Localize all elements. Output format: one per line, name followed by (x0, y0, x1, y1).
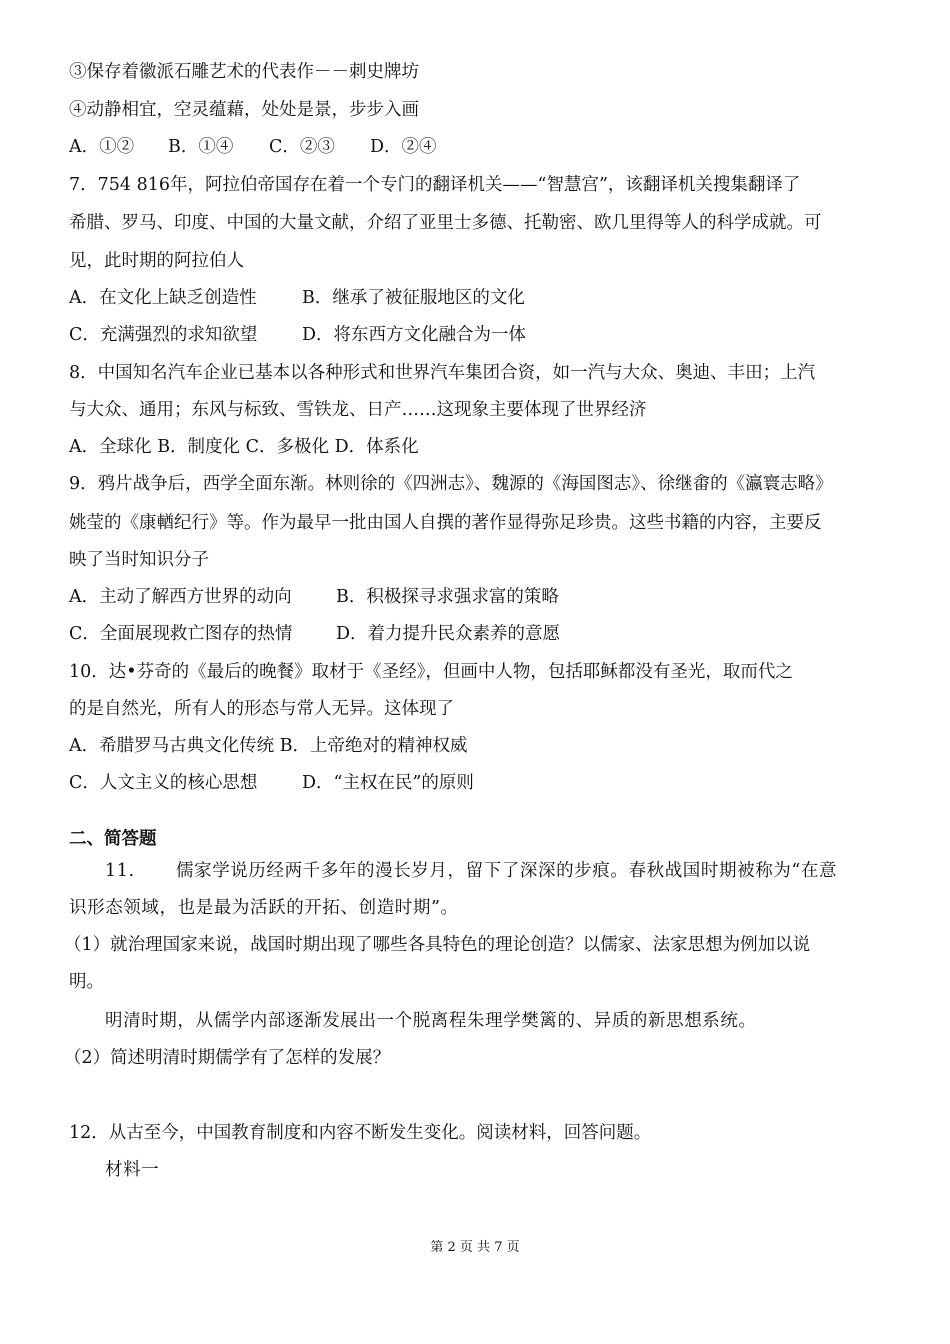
q7-option-a: A．在文化上缺乏创造性 (69, 288, 257, 308)
q6-option-d: D．②④ (370, 137, 437, 157)
q7-option-d: D．将东西方文化融合为一体 (302, 325, 527, 345)
statement-3: ③保存着徽派石雕艺术的代表作－－刺史牌坊 (69, 62, 419, 82)
page-footer: 第 2 页 共 7 页 (430, 1240, 520, 1255)
q6-option-c: C．②③ (269, 137, 335, 157)
q7-options-row-1 (69, 286, 525, 310)
q9-stem-line-3: 映了当时知识分子 (69, 550, 209, 570)
q8-stem-line-2: 与大众、通用；东风与标致、雪铁龙、日产……这现象主要体现了世界经济 (69, 400, 647, 420)
q8-stem-line-1: 8．中国知名汽车企业已基本以各种形式和世界汽车集团合资，如一汽与大众、奥迪、丰田；上汽 (69, 363, 816, 383)
q8-options: A．全球化 B．制度化 C．多极化 D．体系化 (69, 437, 419, 457)
q10-stem-line-1: 10．达•芬奇的《最后的晚餐》取材于《圣经》，但画中人物，包括耶稣都没有圣光，取而代之 (69, 662, 793, 682)
q9-option-a: A．主动了解西方世界的动向 (69, 587, 292, 607)
q11-sub2: （2）简述明清时期儒学有了怎样的发展？ (64, 1048, 391, 1068)
q9-stem-line-1: 9．鸦片战争后，西学全面东渐。林则徐的《四洲志》、魏源的《海国图志》、徐继畬的《瀛寰志略》 (69, 474, 833, 494)
q11-sub1-line-1: （1）就治理国家来说，战国时期出现了哪些各具特色的理论创造？以儒家、法家思想为例加以说 (64, 935, 811, 955)
q9-options-row-1 (69, 585, 559, 609)
q10-options-row-1: A．希腊罗马古典文化传统 B．上帝绝对的精神权威 (69, 736, 468, 756)
q6-option-a: A．①② (69, 137, 135, 157)
q11-number: 11. (105, 861, 135, 881)
q12-material-1-label: 材料一 (105, 1160, 160, 1180)
q12-stem: 12．从古至今，中国教育制度和内容不断发生变化。阅读材料，回答问题。 (69, 1123, 652, 1143)
q7-option-c: C．充满强烈的求知欲望 (69, 325, 258, 345)
q9-options-row-2 (69, 622, 560, 646)
section-heading: 二、简答题 (69, 829, 157, 849)
q9-option-c: C．全面展现救亡图存的热情 (69, 624, 293, 644)
q10-option-c: C．人文主义的核心思想 (69, 773, 258, 793)
q9-option-d: D．着力提升民众素养的意愿 (336, 624, 561, 644)
q6-options (69, 135, 437, 159)
q7-stem-line-3: 见，此时期的阿拉伯人 (69, 251, 244, 271)
statement-4: ④动静相宜，空灵蕴藉，处处是景，步步入画 (69, 100, 419, 120)
q7-stem-line-2: 希腊、罗马、印度、中国的大量文献，介绍了亚里士多德、托勒密、欧几里得等人的科学成就。可 (69, 213, 822, 233)
q7-stem-line-1: 7．754 816年，阿拉伯帝国存在着一个专门的翻译机关——“智慧宫”，该翻译机关搜集翻译了 (69, 175, 801, 195)
q11-sub1-line-2: 明。 (69, 972, 104, 992)
q6-option-b: B．①④ (168, 137, 234, 157)
q11-material-2: 明清时期，从儒学内部逐渐发展出一个脱离程朱理学樊篱的、异质的新思想系统。 (105, 1011, 757, 1031)
q10-stem-line-2: 的是自然光，所有人的形态与常人无异。这体现了 (69, 699, 454, 719)
q7-options-row-2 (69, 323, 526, 347)
q9-stem-line-2: 姚莹的《康輶纪行》等。作为最早一批由国人自撰的著作显得弥足珍贵。这些书籍的内容，主要反 (69, 513, 822, 533)
q7-option-b: B．继承了被征服地区的文化 (302, 288, 525, 308)
q10-option-d: D．“主权在民”的原则 (302, 773, 474, 793)
q10-options-row-2 (69, 771, 474, 795)
q11-material-line-2: 识形态领域，也是最为活跃的开拓、创造时期”。 (69, 898, 459, 918)
q9-option-b: B．积极探寻求强求富的策略 (336, 587, 559, 607)
q11-material-line-1: 儒家学说历经两千多年的漫长岁月，留下了深深的步痕。春秋战国时期被称为“在意 (176, 861, 838, 881)
